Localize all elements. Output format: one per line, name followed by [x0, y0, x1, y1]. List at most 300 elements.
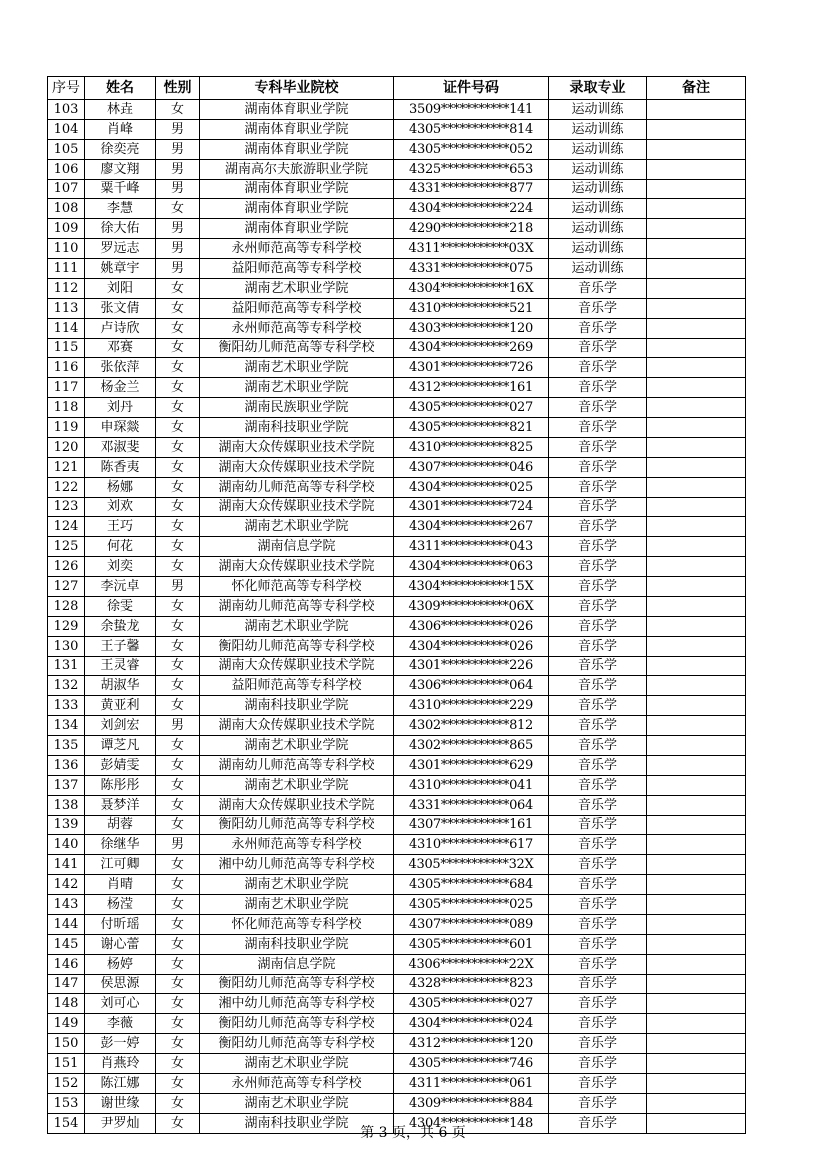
cell-id-number: 4304***********026 — [394, 636, 549, 656]
cell-gender: 女 — [156, 437, 200, 457]
cell-remarks — [647, 100, 746, 120]
cell-name: 何花 — [85, 537, 156, 557]
cell-seq: 117 — [48, 378, 85, 398]
cell-id-number: 4310***********229 — [394, 696, 549, 716]
cell-remarks — [647, 815, 746, 835]
cell-school: 湖南艺术职业学院 — [200, 1054, 394, 1074]
cell-remarks — [647, 557, 746, 577]
cell-school: 衡阳幼儿师范高等专科学校 — [200, 974, 394, 994]
cell-gender: 女 — [156, 616, 200, 636]
cell-seq: 108 — [48, 199, 85, 219]
cell-major: 音乐学 — [549, 636, 647, 656]
cell-major: 音乐学 — [549, 716, 647, 736]
table-row — [48, 934, 746, 954]
cell-remarks — [647, 278, 746, 298]
cell-id-number: 4304***********148 — [394, 1113, 549, 1133]
cell-name: 胡淑华 — [85, 676, 156, 696]
cell-id-number: 4309***********884 — [394, 1093, 549, 1113]
table-row — [48, 119, 746, 139]
table-row — [48, 795, 746, 815]
cell-name: 陈江娜 — [85, 1073, 156, 1093]
cell-remarks — [647, 676, 746, 696]
cell-remarks — [647, 179, 746, 199]
cell-id-number: 4310***********617 — [394, 835, 549, 855]
cell-school: 湘中幼儿师范高等专科学校 — [200, 855, 394, 875]
cell-seq: 113 — [48, 298, 85, 318]
cell-seq: 115 — [48, 338, 85, 358]
cell-id-number: 4311***********043 — [394, 537, 549, 557]
cell-name: 林垚 — [85, 100, 156, 120]
cell-school: 湖南幼儿师范高等专科学校 — [200, 477, 394, 497]
cell-remarks — [647, 199, 746, 219]
cell-name: 张依萍 — [85, 358, 156, 378]
cell-major: 音乐学 — [549, 855, 647, 875]
cell-seq: 107 — [48, 179, 85, 199]
cell-seq: 142 — [48, 875, 85, 895]
cell-school: 湖南幼儿师范高等专科学校 — [200, 755, 394, 775]
cell-remarks — [647, 298, 746, 318]
table-row — [48, 1054, 746, 1074]
cell-gender: 女 — [156, 497, 200, 517]
cell-name: 谭芝凡 — [85, 736, 156, 756]
cell-school: 湖南艺术职业学院 — [200, 875, 394, 895]
cell-seq: 133 — [48, 696, 85, 716]
cell-remarks — [647, 934, 746, 954]
cell-seq: 134 — [48, 716, 85, 736]
cell-id-number: 4302***********812 — [394, 716, 549, 736]
cell-school: 湖南体育职业学院 — [200, 199, 394, 219]
cell-school: 湖南体育职业学院 — [200, 119, 394, 139]
cell-major: 音乐学 — [549, 656, 647, 676]
cell-school: 湖南体育职业学院 — [200, 219, 394, 239]
cell-seq: 137 — [48, 775, 85, 795]
cell-name: 刘欢 — [85, 497, 156, 517]
cell-remarks — [647, 457, 746, 477]
cell-name: 杨金兰 — [85, 378, 156, 398]
table-row — [48, 1073, 746, 1093]
cell-gender: 男 — [156, 159, 200, 179]
cell-seq: 136 — [48, 755, 85, 775]
cell-major: 运动训练 — [549, 139, 647, 159]
cell-name: 付昕瑶 — [85, 914, 156, 934]
cell-id-number: 4301***********726 — [394, 358, 549, 378]
cell-school: 湖南艺术职业学院 — [200, 775, 394, 795]
cell-seq: 105 — [48, 139, 85, 159]
cell-seq: 132 — [48, 676, 85, 696]
cell-id-number: 4331***********064 — [394, 795, 549, 815]
cell-id-number: 4310***********521 — [394, 298, 549, 318]
cell-id-number: 4306***********064 — [394, 676, 549, 696]
table-row — [48, 994, 746, 1014]
cell-id-number: 4325***********653 — [394, 159, 549, 179]
cell-seq: 119 — [48, 418, 85, 438]
cell-id-number: 4305***********027 — [394, 398, 549, 418]
cell-id-number: 4304***********269 — [394, 338, 549, 358]
cell-remarks — [647, 1054, 746, 1074]
table-row — [48, 318, 746, 338]
table-row — [48, 716, 746, 736]
cell-remarks — [647, 437, 746, 457]
cell-name: 尹罗灿 — [85, 1113, 156, 1133]
cell-gender: 女 — [156, 378, 200, 398]
cell-name: 余蛰龙 — [85, 616, 156, 636]
cell-school: 湖南大众传媒职业技术学院 — [200, 457, 394, 477]
cell-school: 湖南体育职业学院 — [200, 100, 394, 120]
cell-school: 湖南科技职业学院 — [200, 418, 394, 438]
cell-name: 肖晴 — [85, 875, 156, 895]
cell-gender: 女 — [156, 457, 200, 477]
cell-name: 王灵睿 — [85, 656, 156, 676]
cell-name: 李慧 — [85, 199, 156, 219]
cell-seq: 141 — [48, 855, 85, 875]
cell-remarks — [647, 517, 746, 537]
cell-name: 卢诗欣 — [85, 318, 156, 338]
cell-id-number: 4304***********025 — [394, 477, 549, 497]
cell-school: 湖南体育职业学院 — [200, 139, 394, 159]
cell-name: 刘丹 — [85, 398, 156, 418]
cell-school: 湖南艺术职业学院 — [200, 358, 394, 378]
cell-gender: 女 — [156, 338, 200, 358]
table-row — [48, 954, 746, 974]
cell-seq: 149 — [48, 1014, 85, 1034]
cell-major: 音乐学 — [549, 1073, 647, 1093]
cell-id-number: 4301***********226 — [394, 656, 549, 676]
cell-id-number: 4305***********821 — [394, 418, 549, 438]
cell-remarks — [647, 855, 746, 875]
cell-id-number: 4307***********161 — [394, 815, 549, 835]
cell-name: 徐雯 — [85, 596, 156, 616]
cell-seq: 148 — [48, 994, 85, 1014]
cell-major: 音乐学 — [549, 835, 647, 855]
cell-id-number: 4306***********22X — [394, 954, 549, 974]
cell-major: 音乐学 — [549, 736, 647, 756]
cell-id-number: 4302***********865 — [394, 736, 549, 756]
cell-seq: 127 — [48, 577, 85, 597]
table-row — [48, 696, 746, 716]
cell-name: 粟千峰 — [85, 179, 156, 199]
cell-major: 音乐学 — [549, 676, 647, 696]
cell-seq: 151 — [48, 1054, 85, 1074]
cell-name: 刘可心 — [85, 994, 156, 1014]
table-row — [48, 755, 746, 775]
cell-major: 音乐学 — [549, 298, 647, 318]
cell-school: 湖南幼儿师范高等专科学校 — [200, 596, 394, 616]
cell-seq: 138 — [48, 795, 85, 815]
cell-gender: 女 — [156, 636, 200, 656]
cell-remarks — [647, 795, 746, 815]
cell-id-number: 4305***********814 — [394, 119, 549, 139]
cell-school: 益阳师范高等专科学校 — [200, 259, 394, 279]
table-row — [48, 259, 746, 279]
cell-seq: 106 — [48, 159, 85, 179]
cell-major: 音乐学 — [549, 457, 647, 477]
cell-remarks — [647, 716, 746, 736]
cell-gender: 男 — [156, 239, 200, 259]
cell-remarks — [647, 954, 746, 974]
cell-id-number: 4301***********629 — [394, 755, 549, 775]
cell-seq: 114 — [48, 318, 85, 338]
cell-id-number: 4301***********724 — [394, 497, 549, 517]
table-row — [48, 557, 746, 577]
cell-school: 湖南科技职业学院 — [200, 934, 394, 954]
cell-school: 永州师范高等专科学校 — [200, 239, 394, 259]
table-row — [48, 477, 746, 497]
cell-major: 音乐学 — [549, 577, 647, 597]
table-row — [48, 676, 746, 696]
cell-name: 聂梦洋 — [85, 795, 156, 815]
cell-major: 音乐学 — [549, 775, 647, 795]
cell-major: 音乐学 — [549, 378, 647, 398]
cell-gender: 女 — [156, 418, 200, 438]
cell-school: 湘中幼儿师范高等专科学校 — [200, 994, 394, 1014]
cell-seq: 109 — [48, 219, 85, 239]
cell-name: 廖文翔 — [85, 159, 156, 179]
cell-seq: 111 — [48, 259, 85, 279]
cell-school: 湖南高尔夫旅游职业学院 — [200, 159, 394, 179]
cell-gender: 女 — [156, 676, 200, 696]
cell-remarks — [647, 1093, 746, 1113]
cell-school: 衡阳幼儿师范高等专科学校 — [200, 1014, 394, 1034]
table-row — [48, 378, 746, 398]
cell-remarks — [647, 616, 746, 636]
cell-id-number: 4307***********089 — [394, 914, 549, 934]
cell-name: 胡蓉 — [85, 815, 156, 835]
cell-remarks — [647, 159, 746, 179]
cell-gender: 男 — [156, 219, 200, 239]
cell-remarks — [647, 139, 746, 159]
cell-id-number: 4305***********601 — [394, 934, 549, 954]
cell-gender: 女 — [156, 298, 200, 318]
cell-seq: 123 — [48, 497, 85, 517]
table-row — [48, 398, 746, 418]
cell-remarks — [647, 696, 746, 716]
cell-remarks — [647, 398, 746, 418]
cell-name: 肖峰 — [85, 119, 156, 139]
cell-seq: 124 — [48, 517, 85, 537]
cell-id-number: 4303***********120 — [394, 318, 549, 338]
cell-name: 杨滢 — [85, 895, 156, 915]
cell-gender: 女 — [156, 914, 200, 934]
cell-gender: 女 — [156, 736, 200, 756]
cell-name: 邓淑斐 — [85, 437, 156, 457]
cell-major: 运动训练 — [549, 100, 647, 120]
cell-school: 衡阳幼儿师范高等专科学校 — [200, 338, 394, 358]
admission-roster-table — [47, 76, 746, 1134]
cell-gender: 女 — [156, 994, 200, 1014]
cell-major: 音乐学 — [549, 795, 647, 815]
cell-remarks — [647, 577, 746, 597]
cell-major: 音乐学 — [549, 895, 647, 915]
table-row — [48, 497, 746, 517]
cell-id-number: 4306***********026 — [394, 616, 549, 636]
cell-name: 谢心蕾 — [85, 934, 156, 954]
cell-remarks — [647, 596, 746, 616]
table-row — [48, 219, 746, 239]
cell-major: 音乐学 — [549, 596, 647, 616]
cell-remarks — [647, 914, 746, 934]
table-row — [48, 974, 746, 994]
cell-major: 音乐学 — [549, 418, 647, 438]
cell-id-number: 4304***********267 — [394, 517, 549, 537]
cell-school: 衡阳幼儿师范高等专科学校 — [200, 1034, 394, 1054]
cell-id-number: 4310***********825 — [394, 437, 549, 457]
cell-seq: 139 — [48, 815, 85, 835]
cell-seq: 118 — [48, 398, 85, 418]
cell-name: 彭婧雯 — [85, 755, 156, 775]
cell-seq: 126 — [48, 557, 85, 577]
table-row — [48, 278, 746, 298]
cell-remarks — [647, 418, 746, 438]
cell-name: 姚章宇 — [85, 259, 156, 279]
cell-gender: 女 — [156, 358, 200, 378]
cell-seq: 135 — [48, 736, 85, 756]
cell-remarks — [647, 755, 746, 775]
table-row — [48, 199, 746, 219]
cell-id-number: 4307***********046 — [394, 457, 549, 477]
cell-name: 刘奕 — [85, 557, 156, 577]
cell-major: 运动训练 — [549, 119, 647, 139]
cell-gender: 女 — [156, 895, 200, 915]
cell-name: 徐奕亮 — [85, 139, 156, 159]
header-gender: 性别 — [156, 77, 200, 100]
cell-remarks — [647, 875, 746, 895]
table-row — [48, 457, 746, 477]
cell-school: 湖南大众传媒职业技术学院 — [200, 437, 394, 457]
cell-gender: 女 — [156, 1034, 200, 1054]
cell-remarks — [647, 775, 746, 795]
cell-remarks — [647, 636, 746, 656]
cell-school: 湖南大众传媒职业技术学院 — [200, 557, 394, 577]
cell-gender: 女 — [156, 696, 200, 716]
cell-gender: 女 — [156, 875, 200, 895]
cell-gender: 女 — [156, 477, 200, 497]
table-row — [48, 179, 746, 199]
cell-seq: 116 — [48, 358, 85, 378]
cell-remarks — [647, 736, 746, 756]
cell-gender: 女 — [156, 517, 200, 537]
cell-gender: 女 — [156, 815, 200, 835]
table-row — [48, 914, 746, 934]
cell-remarks — [647, 1073, 746, 1093]
cell-remarks — [647, 895, 746, 915]
cell-id-number: 4304***********024 — [394, 1014, 549, 1034]
cell-name: 彭一婷 — [85, 1034, 156, 1054]
cell-gender: 男 — [156, 716, 200, 736]
cell-school: 怀化师范高等专科学校 — [200, 914, 394, 934]
cell-id-number: 4305***********052 — [394, 139, 549, 159]
cell-name: 杨婷 — [85, 954, 156, 974]
cell-id-number: 4312***********161 — [394, 378, 549, 398]
cell-name: 江可卿 — [85, 855, 156, 875]
cell-name: 罗远志 — [85, 239, 156, 259]
cell-school: 怀化师范高等专科学校 — [200, 577, 394, 597]
table-row — [48, 775, 746, 795]
cell-major: 音乐学 — [549, 1054, 647, 1074]
cell-major: 音乐学 — [549, 1093, 647, 1113]
cell-major: 音乐学 — [549, 278, 647, 298]
cell-gender: 女 — [156, 795, 200, 815]
cell-major: 音乐学 — [549, 974, 647, 994]
cell-major: 音乐学 — [549, 398, 647, 418]
cell-seq: 122 — [48, 477, 85, 497]
cell-id-number: 4309***********06X — [394, 596, 549, 616]
cell-seq: 154 — [48, 1113, 85, 1133]
cell-seq: 120 — [48, 437, 85, 457]
table-row — [48, 815, 746, 835]
cell-id-number: 4310***********041 — [394, 775, 549, 795]
cell-gender: 女 — [156, 596, 200, 616]
table-row — [48, 1014, 746, 1034]
cell-id-number: 4311***********061 — [394, 1073, 549, 1093]
cell-gender: 男 — [156, 179, 200, 199]
cell-id-number: 4304***********16X — [394, 278, 549, 298]
cell-gender: 男 — [156, 259, 200, 279]
table-row — [48, 656, 746, 676]
cell-major: 运动训练 — [549, 219, 647, 239]
cell-id-number: 4311***********03X — [394, 239, 549, 259]
cell-id-number: 4290***********218 — [394, 219, 549, 239]
cell-school: 永州师范高等专科学校 — [200, 1073, 394, 1093]
cell-school: 衡阳幼儿师范高等专科学校 — [200, 636, 394, 656]
cell-major: 音乐学 — [549, 338, 647, 358]
cell-major: 音乐学 — [549, 437, 647, 457]
table-body — [48, 100, 746, 1134]
table-row — [48, 616, 746, 636]
cell-school: 湖南大众传媒职业技术学院 — [200, 716, 394, 736]
cell-remarks — [647, 656, 746, 676]
cell-gender: 女 — [156, 1073, 200, 1093]
cell-school: 湖南艺术职业学院 — [200, 736, 394, 756]
cell-school: 湖南民族职业学院 — [200, 398, 394, 418]
cell-school: 益阳师范高等专科学校 — [200, 298, 394, 318]
cell-name: 李沅卓 — [85, 577, 156, 597]
cell-remarks — [647, 835, 746, 855]
cell-school: 湖南大众传媒职业技术学院 — [200, 497, 394, 517]
cell-name: 黄亚利 — [85, 696, 156, 716]
table-row — [48, 418, 746, 438]
cell-major: 运动训练 — [549, 239, 647, 259]
cell-major: 运动训练 — [549, 159, 647, 179]
table-header-row — [48, 77, 746, 100]
cell-remarks — [647, 497, 746, 517]
cell-gender: 女 — [156, 1113, 200, 1133]
cell-name: 刘剑宏 — [85, 716, 156, 736]
table-row — [48, 537, 746, 557]
cell-remarks — [647, 1034, 746, 1054]
cell-remarks — [647, 358, 746, 378]
table-row — [48, 577, 746, 597]
cell-seq: 129 — [48, 616, 85, 636]
table-row — [48, 358, 746, 378]
cell-gender: 女 — [156, 855, 200, 875]
cell-school: 湖南艺术职业学院 — [200, 378, 394, 398]
cell-id-number: 4305***********025 — [394, 895, 549, 915]
cell-major: 音乐学 — [549, 497, 647, 517]
cell-gender: 女 — [156, 1014, 200, 1034]
cell-gender: 女 — [156, 537, 200, 557]
cell-id-number: 3509***********141 — [394, 100, 549, 120]
cell-major: 音乐学 — [549, 537, 647, 557]
cell-gender: 女 — [156, 318, 200, 338]
cell-remarks — [647, 239, 746, 259]
cell-seq: 121 — [48, 457, 85, 477]
cell-seq: 147 — [48, 974, 85, 994]
cell-major: 音乐学 — [549, 815, 647, 835]
cell-id-number: 4312***********120 — [394, 1034, 549, 1054]
cell-seq: 150 — [48, 1034, 85, 1054]
cell-school: 永州师范高等专科学校 — [200, 835, 394, 855]
table-row — [48, 596, 746, 616]
